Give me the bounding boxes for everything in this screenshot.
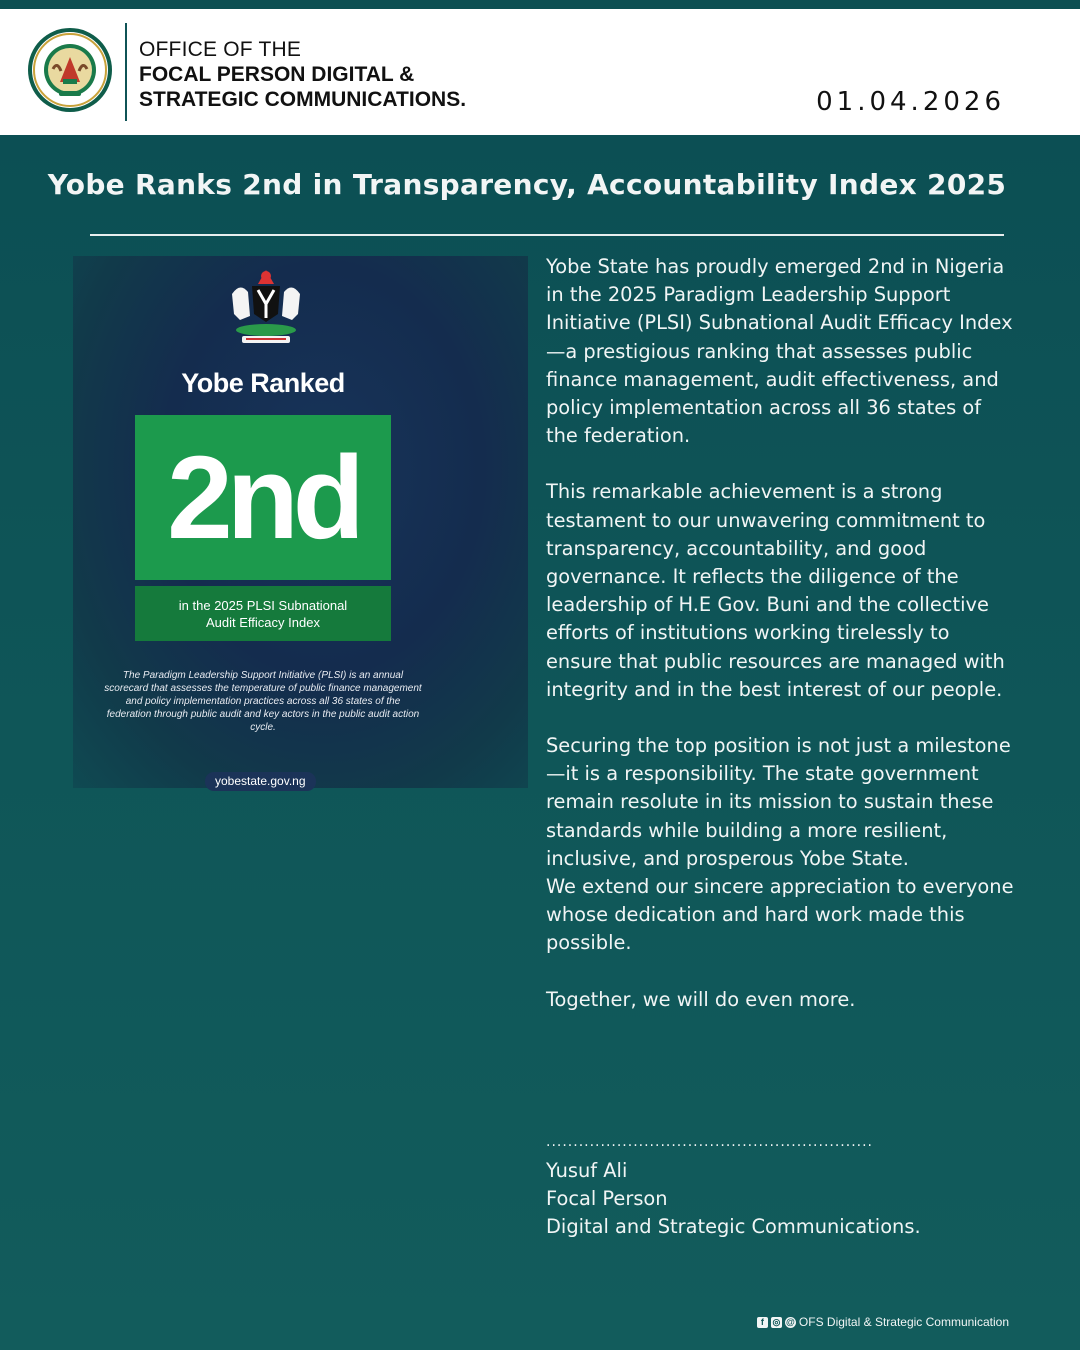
threads-icon[interactable]: @ [786, 1316, 795, 1327]
office-seal-logo [27, 27, 113, 113]
header [0, 9, 1080, 135]
paragraph-3: Securing the top position is not just a milestone—it is a responsibility. The state government remain resolute in its mission to sustain these standards while building a more resilient, inclusive, and prosperous Yobe State. [546, 734, 1011, 870]
post-date: 01.04.2026 [816, 87, 1005, 117]
header-divider [125, 23, 127, 121]
signature-block [546, 1157, 921, 1241]
signature-line: ............................................................ [546, 1134, 874, 1150]
signature-department: Digital and Strategic Communications. [546, 1215, 921, 1238]
paragraph-4: We extend our sincere appreciation to everyone whose dedication and hard work made this possible. [546, 875, 1014, 955]
footer-text: OFS Digital & Strategic Communication [798, 1315, 1009, 1329]
headline: Yobe Ranks 2nd in Transparency, Accountability Index 2025 [47, 168, 1007, 201]
article-body [546, 253, 1016, 1014]
paragraph-2: This remarkable achievement is a strong testament to our unwavering commitment to transparency, accountability, and good governance. It reflects the diligence of the leadership of H.E Gov. Buni and the collective efforts of institutions working tirelessly to ensure that public resources are managed with integrity and in the best interest of our people. [546, 480, 1005, 701]
rank-subtitle-line-2: Audit Efficacy Index [206, 614, 320, 630]
office-line-2: FOCAL PERSON DIGITAL & [139, 63, 415, 86]
rank-subtitle [135, 586, 391, 641]
instagram-icon[interactable]: ◎ [772, 1316, 781, 1327]
signature-name: Yusuf Ali [546, 1159, 628, 1182]
signature-title: Focal Person [546, 1187, 668, 1210]
paragraph-5: Together, we will do even more. [546, 987, 856, 1011]
facebook-icon[interactable]: f [757, 1317, 768, 1328]
office-title [139, 37, 466, 112]
footer [757, 1315, 1009, 1329]
rank-subtitle-line-1: in the 2025 PLSI Subnational [178, 597, 348, 613]
rank-value: 2nd [167, 432, 359, 564]
top-accent-bar [0, 0, 1080, 9]
rank-box [135, 415, 391, 580]
rank-poster [73, 256, 528, 788]
poster-description: The Paradigm Leadership Support Initiative (PLSI) is an annual scorecard that assesses the temperature of public finance management and policy implementation practices across all 36 states of the federation through public audit and key actors in the public audit action cycle. [104, 670, 422, 733]
headline-rule [90, 234, 1004, 236]
paragraph-1: Yobe State has proudly emerged 2nd in Nigeria in the 2025 Paradigm Leadership Support Initiative (PLSI) Subnational Audit Efficacy Index—a prestigious ranking that assesses public finance management, audit effectiveness, and policy implementation across all 36 states of the federation. [546, 255, 1013, 448]
office-line-1: OFFICE OF THE [139, 38, 302, 61]
office-line-3: STRATEGIC COMMUNICATIONS. [139, 88, 467, 111]
poster-title: Yobe Ranked [181, 368, 345, 398]
poster-url: yobestate.gov.ng [205, 772, 316, 791]
nigeria-coat-of-arms-icon [218, 264, 314, 348]
